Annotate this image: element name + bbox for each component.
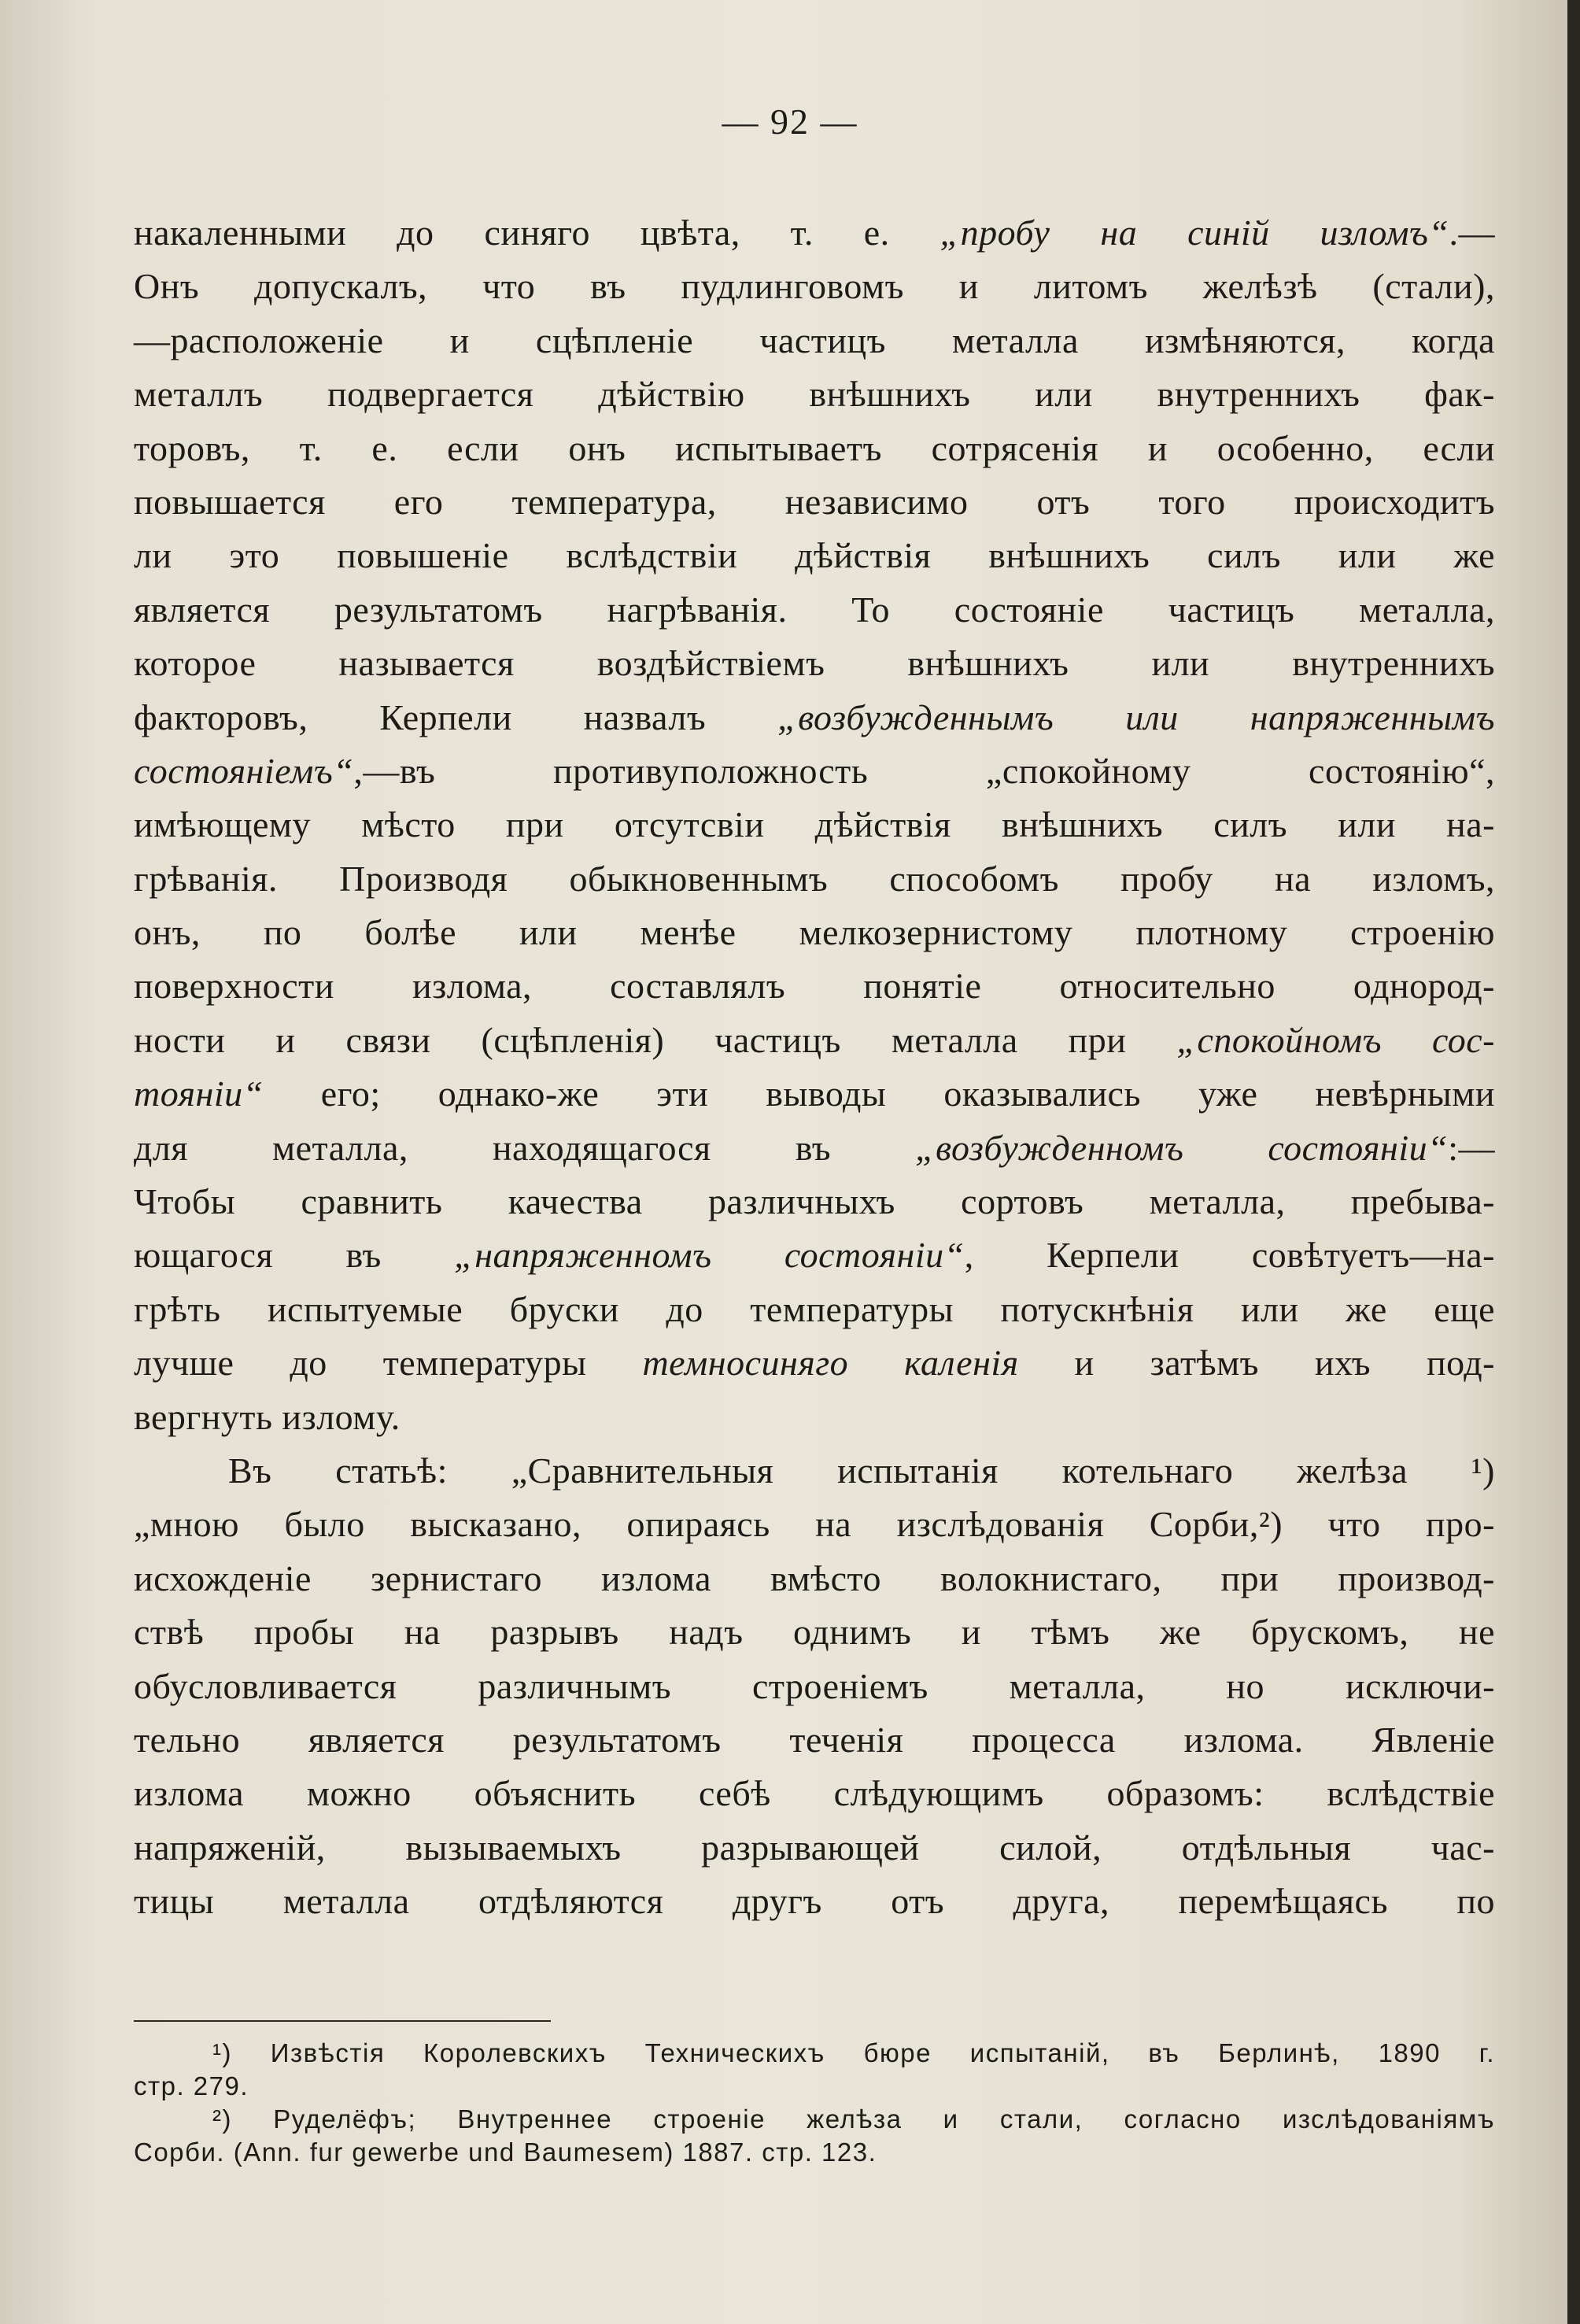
text-line: напряженій, вызываемыхъ разрывающей силой, отдѣльныя час- xyxy=(134,1827,1495,1868)
italic-phrase: состояніемъ“ xyxy=(134,750,354,791)
text-line: ли это повышеніе вслѣдствіи дѣйствія внѣшнихъ силъ или же xyxy=(134,535,1495,576)
text-line: вергнуть излому. xyxy=(134,1396,401,1437)
text-line: грѣть испытуемые бруски до температуры потускнѣнія или же еще xyxy=(134,1288,1495,1329)
text-line: грѣванія. Производя обыкновеннымъ способомъ пробу на изломъ, xyxy=(134,858,1495,899)
text-line: которое называется воздѣйствіемъ внѣшнихъ или внутреннихъ xyxy=(134,643,1495,684)
body-text xyxy=(134,206,1495,1929)
italic-phrase: темносиняго каленія xyxy=(642,1343,1019,1384)
text-line: для металла, находящагося въ „возбужденномъ состояніи“:— xyxy=(134,1127,1495,1168)
footnote-1: ¹) Извѣстія Королевскихъ Техническихъ бюре испытаній, въ Берлинѣ, 1890 г. xyxy=(212,2038,1495,2067)
text-line: повышается его температура, независимо отъ того происходитъ xyxy=(134,481,1495,522)
footnote-2-continued: Сорби. (Ann. fur gewerbe und Baumesem) 1887. стр. 123. xyxy=(134,2137,877,2167)
text-line: ющагося въ „напряженномъ состояніи“, Керпели совѣтуетъ—на- xyxy=(134,1235,1495,1276)
text-line: состояніемъ“,—въ противуположность „спокойному состоянію“, xyxy=(134,750,1495,791)
text-line: металлъ подвергается дѣйствію внѣшнихъ или внутреннихъ фак- xyxy=(134,374,1495,415)
text-line: ствѣ пробы на разрывъ надъ однимъ и тѣмъ же брускомъ, не xyxy=(134,1612,1495,1653)
text-line: Чтобы сравнить качества различныхъ сортовъ металла, пребыва- xyxy=(134,1181,1495,1222)
text-line: онъ, по болѣе или менѣе мелкозернистому плотному строенію xyxy=(134,912,1495,953)
text-line: имѣющему мѣсто при отсутсвіи дѣйствія внѣшнихъ силъ или на- xyxy=(134,804,1495,845)
text-line: Онъ допускалъ, что въ пудлинговомъ и литомъ желѣзѣ (стали), xyxy=(134,266,1495,307)
footnote-divider xyxy=(134,2020,551,2022)
text-line: тельно является результатомъ теченія процесса излома. Явленіе xyxy=(134,1719,1495,1760)
text-line: поверхности излома, составлялъ понятіе относительно однород- xyxy=(134,966,1495,1007)
text-line: факторовъ, Керпели назвалъ „возбужденнымъ или напряженнымъ xyxy=(134,696,1495,737)
text-line: тояніи“ его; однако-же эти выводы оказывались уже невѣрными xyxy=(134,1073,1495,1114)
text-line: —расположеніе и сцѣпленіе частицъ металла измѣняются, когда xyxy=(134,320,1495,360)
italic-phrase: „напряженномъ состояніи“ xyxy=(454,1235,965,1276)
italic-phrase: „пробу на синій изломъ“ xyxy=(940,212,1449,253)
footnote-2: ²) Руделёфъ; Внутреннее строеніе желѣза и стали, согласно изслѣдованіямъ xyxy=(212,2104,1495,2134)
text-line: лучше до температуры темносиняго каленія и затѣмъ ихъ под- xyxy=(134,1343,1495,1384)
footnotes xyxy=(134,2037,1495,2169)
text-line: накаленными до синяго цвѣта, т. е. „пробу на синій изломъ“.— xyxy=(134,212,1495,253)
footnote-1-continued: стр. 279. xyxy=(134,2071,249,2100)
text-line: излома можно объяснить себѣ слѣдующимъ образомъ: вслѣдствіе xyxy=(134,1773,1495,1814)
text-line: обусловливается различнымъ строеніемъ металла, но исключи- xyxy=(134,1665,1495,1706)
text-line: исхожденіе зернистаго излома вмѣсто волокнистаго, при производ- xyxy=(134,1557,1495,1598)
text-line: торовъ, т. е. если онъ испытываетъ сотрясенія и особенно, если xyxy=(134,427,1495,468)
text-line: ности и связи (сцѣпленія) частицъ металла при „спокойномъ сос- xyxy=(134,1019,1495,1060)
text-line: Въ статьѣ: „Сравнительныя испытанія котельнаго желѣза ¹) xyxy=(228,1450,1495,1491)
italic-phrase: „спокойномъ сос- xyxy=(1176,1019,1495,1060)
italic-phrase: „возбужденномъ состояніи“ xyxy=(915,1127,1449,1168)
text-line: тицы металла отдѣляются другъ отъ друга, перемѣщаясь по xyxy=(134,1881,1495,1922)
page-number: — 92 — xyxy=(722,102,858,142)
italic-phrase: тояніи“ xyxy=(134,1073,264,1114)
text-line: является результатомъ нагрѣванія. То состояніе частицъ металла, xyxy=(134,589,1495,630)
page-edge-shadow xyxy=(1567,0,1580,2324)
italic-phrase: „возбужденнымъ или напряженнымъ xyxy=(777,696,1495,737)
text-line: „мною было высказано, опираясь на изслѣдованія Сорби,²) что про- xyxy=(134,1504,1495,1545)
